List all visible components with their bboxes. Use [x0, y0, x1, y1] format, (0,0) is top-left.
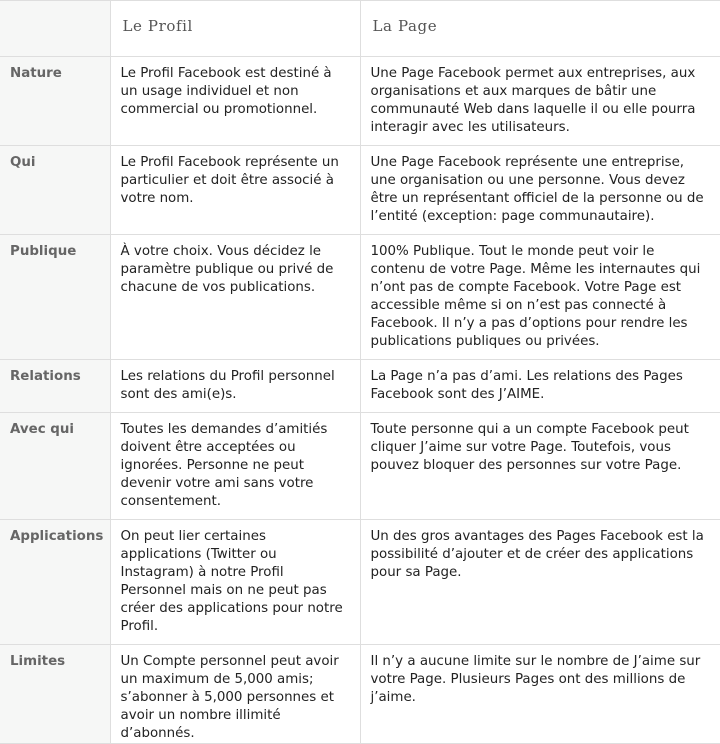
table-row-limites	[0, 645, 720, 744]
row-label-relations: Relations	[0, 360, 110, 413]
table-row-qui	[0, 146, 720, 235]
table-row-relations	[0, 360, 720, 413]
header-corner-cell	[0, 1, 110, 57]
row-label-qui: Qui	[0, 146, 110, 235]
row-label-limites: Limites	[0, 645, 110, 744]
cell-page-qui: Une Page Facebook représente une entreprise, une organisation ou une personne. Vous devez être un représentant officiel de la personne ou de l’entité (exception: page communautaire).	[360, 146, 720, 235]
header-page: La Page	[360, 1, 720, 57]
cell-profil-relations: Les relations du Profil personnel sont des ami(e)s.	[110, 360, 360, 413]
row-label-nature: Nature	[0, 57, 110, 146]
cell-page-publique: 100% Publique. Tout le monde peut voir le contenu de votre Page. Même les internautes qui n’ont pas de compte Facebook. Votre Page est accessible même si on n’est pas connecté à Facebook. Il n’y a pas d’options pour rendre les publications publiques ou privées.	[360, 235, 720, 360]
cell-profil-avec-qui: Toutes les demandes d’amitiés doivent être acceptées ou ignorées. Personne ne peut devenir votre ami sans votre consentement.	[110, 413, 360, 520]
cell-page-relations: La Page n’a pas d’ami. Les relations des Pages Facebook sont des J’AIME.	[360, 360, 720, 413]
header-profil: Le Profil	[110, 1, 360, 57]
cell-profil-applications: On peut lier certaines applications (Twitter ou Instagram) à notre Profil Personnel mais on ne peut pas créer des applications pour notre Profil.	[110, 520, 360, 645]
cell-page-nature: Une Page Facebook permet aux entreprises, aux organisations et aux marques de bâtir une communauté Web dans laquelle il ou elle pourra interagir avec les utilisateurs.	[360, 57, 720, 146]
cell-page-avec-qui: Toute personne qui a un compte Facebook peut cliquer J’aime sur votre Page. Toutefois, vous pouvez bloquer des personnes sur votre Page.	[360, 413, 720, 520]
cell-profil-nature: Le Profil Facebook est destiné à un usage individuel et non commercial ou promotionnel.	[110, 57, 360, 146]
cell-profil-qui: Le Profil Facebook représente un particulier et doit être associé à votre nom.	[110, 146, 360, 235]
table-row-nature	[0, 57, 720, 146]
row-label-applications: Applications	[0, 520, 110, 645]
cell-profil-publique: À votre choix. Vous décidez le paramètre publique ou privé de chacune de vos publications.	[110, 235, 360, 360]
table-row-applications	[0, 520, 720, 645]
table-row-avec-qui	[0, 413, 720, 520]
header-row	[0, 1, 720, 57]
cell-profil-limites: Un Compte personnel peut avoir un maximum de 5,000 amis; s’abonner à 5,000 personnes et avoir un nombre illimité d’abonnés.	[110, 645, 360, 744]
cell-page-applications: Un des gros avantages des Pages Facebook est la possibilité d’ajouter et de créer des applications pour sa Page.	[360, 520, 720, 645]
row-label-avec-qui: Avec qui	[0, 413, 110, 520]
row-label-publique: Publique	[0, 235, 110, 360]
cell-page-limites: Il n’y a aucune limite sur le nombre de J’aime sur votre Page. Plusieurs Pages ont des millions de j’aime.	[360, 645, 720, 744]
table-row-publique	[0, 235, 720, 360]
